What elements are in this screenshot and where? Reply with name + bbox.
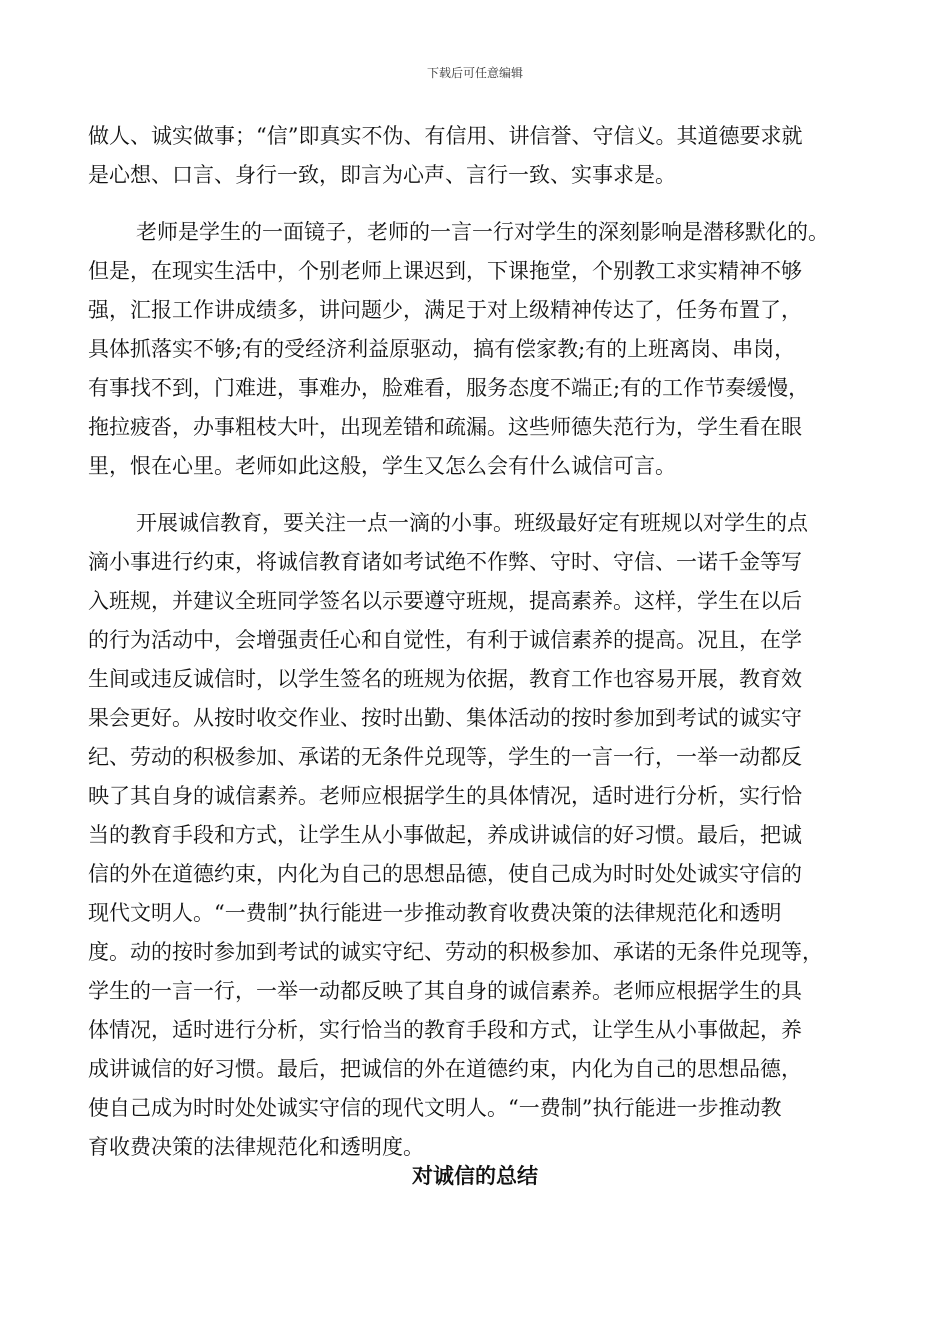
text-line: 育收费决策的法律规范化和透明度。	[88, 1135, 424, 1159]
text-line: 具体抓落实不够;有的受经济利益原驱动，搞有偿家教;有的上班离岗、串岗，	[88, 337, 796, 361]
text-line: 成讲诚信的好习惯。最后，把诚信的外在道德约束，内化为自己的思想品德，	[88, 1057, 802, 1081]
text-line: 是心想、口言、身行一致，即言为心声、言行一致、实事求是。	[88, 163, 676, 187]
text-line: 的行为活动中，会增强责任心和自觉性，有利于诚信素养的提高。况且，在学	[88, 628, 802, 652]
text-line: 但是，在现实生活中，个别老师上课迟到，下课拖堂，个别教工求实精神不够	[88, 259, 802, 283]
text-line: 当的教育手段和方式，让学生从小事做起，养成讲诚信的好习惯。最后，把诚	[88, 823, 802, 847]
text-line: 体情况，适时进行分析，实行恰当的教育手段和方式，让学生从小事做起，养	[88, 1018, 802, 1042]
text-line: 开展诚信教育，要关注一点一滴的小事。班级最好定有班规以对学生的点	[136, 511, 808, 535]
text-line: 做人、诚实做事；“信”即真实不伪、有信用、讲信誉、守信义。其道德要求就	[88, 124, 803, 148]
text-line: 纪、劳动的积极参加、承诺的无条件兑现等，学生的一言一行，一举一动都反	[88, 745, 802, 769]
text-line: 生间或违反诚信时，以学生签名的班规为依据，教育工作也容易开展，教育效	[88, 667, 802, 691]
text-line: 拖拉疲沓，办事粗枝大叶，出现差错和疏漏。这些师德失范行为，学生看在眼	[88, 415, 802, 439]
text-line: 信的外在道德约束，内化为自己的思想品德，使自己成为时时处处诚实守信的	[88, 862, 802, 886]
text-line: 果会更好。从按时收交作业、按时出勤、集体活动的按时参加到考试的诚实守	[88, 706, 802, 730]
text-line: 有事找不到，门难进，事难办，脸难看，服务态度不端正;有的工作节奏缓慢，	[88, 376, 810, 400]
text-line: 入班规，并建议全班同学签名以示要遵守班规，提高素养。这样，学生在以后	[88, 589, 802, 613]
text-line: 滴小事进行约束，将诚信教育诸如考试绝不作弊、守时、守信、一诺千金等写	[88, 550, 802, 574]
section-title: 对诚信的总结	[412, 1164, 538, 1188]
text-line: 使自己成为时时处处诚实守信的现代文明人。“一费制”执行能进一步推动教	[88, 1096, 782, 1120]
text-line: 现代文明人。“一费制”执行能进一步推动教育收费决策的法律规范化和透明	[88, 901, 782, 925]
text-line: 老师是学生的一面镜子，老师的一言一行对学生的深刻影响是潜移默化的。	[136, 220, 829, 244]
text-line: 学生的一言一行，一举一动都反映了其自身的诚信素养。老师应根据学生的具	[88, 979, 802, 1003]
text-line: 度。动的按时参加到考试的诚实守纪、劳动的积极参加、承诺的无条件兑现等，	[88, 940, 823, 964]
text-line: 映了其自身的诚信素养。老师应根据学生的具体情况，适时进行分析，实行恰	[88, 784, 802, 808]
page-header: 下载后可任意编辑	[426, 66, 523, 80]
text-line: 强，汇报工作讲成绩多，讲问题少，满足于对上级精神传达了，任务布置了，	[88, 298, 802, 322]
text-line: 里，恨在心里。老师如此这般，学生又怎么会有什么诚信可言。	[88, 454, 676, 478]
